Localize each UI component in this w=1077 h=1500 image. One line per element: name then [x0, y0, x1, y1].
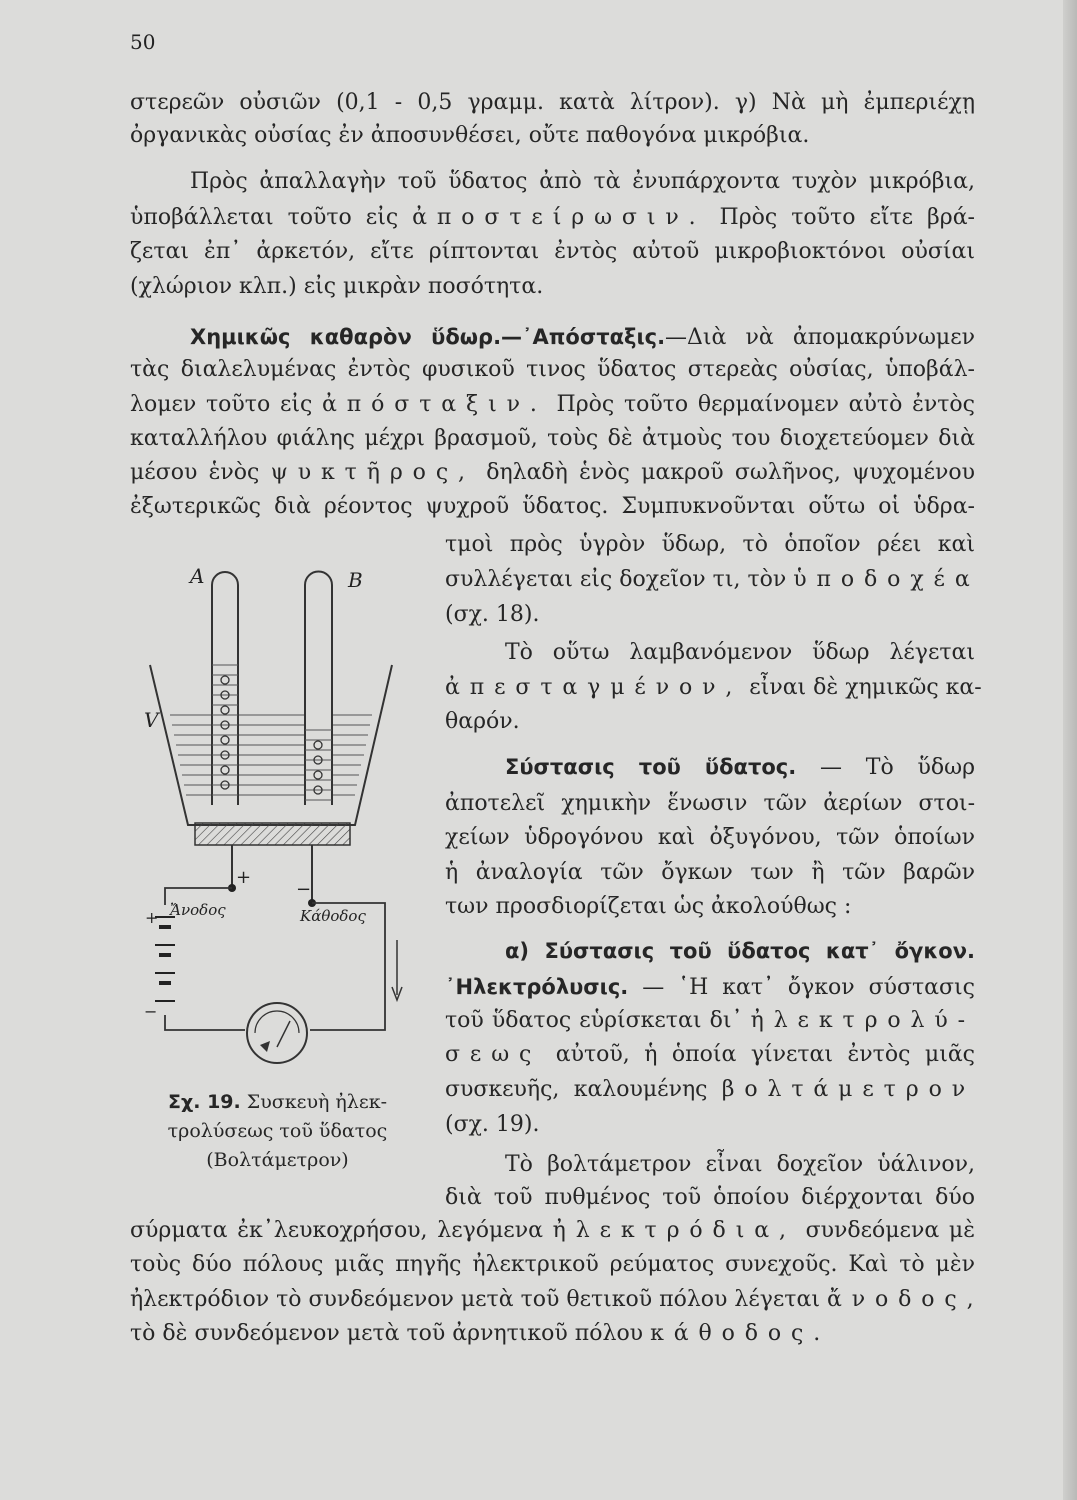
text-span: Πρὸς τοῦτο θερμαίνομεν αὐτὸ ἐντὸς [556, 392, 975, 417]
text-line: θαρόν. [445, 709, 520, 734]
spaced-term: ἠλεκτρόδια, [552, 1218, 796, 1243]
caption-figure-number: Σχ. 19. [168, 1091, 241, 1113]
caption-line: (Βολτάμετρον) [206, 1149, 349, 1171]
text-line [445, 1006, 975, 1036]
text-span: δηλαδὴ ἑνὸς μακροῦ σωλῆνος, ψυχομένου [486, 460, 975, 485]
text-span: σύρματα ἐκ᾽λευκοχρήσου, λεγόμενα [130, 1218, 543, 1243]
text-span: ὑποβάλλεται τοῦτο εἰς [130, 205, 399, 230]
text-span: —Διὰ νὰ ἀπομακρύνωμεν [665, 325, 975, 350]
label-b: B [348, 568, 363, 592]
section-heading: α) Σύστασις τοῦ ὕδατος κατ᾽ ὄγκον. [505, 939, 975, 963]
text-line: τοὺς δύο πόλους μιᾶς πηγῆς ἠλεκτρικοῦ ρεύματος συνεχοῦς. Καὶ τὸ μὲν [130, 1252, 975, 1277]
text-line: χείων ὑδρογόνου καὶ ὀξυγόνου, τῶν ὁποίων [445, 825, 975, 850]
text-span: λομεν τοῦτο εἰς [130, 392, 313, 417]
text-line [445, 565, 980, 595]
text-line [130, 390, 975, 420]
text-line: ἀποτελεῖ χημικὴν ἕνωσιν τῶν ἀερίων στοι- [445, 791, 975, 816]
caption-text: Συσκευὴ ἠλεκ- [246, 1091, 387, 1113]
gas-bubbles-a [221, 676, 229, 789]
text-line [505, 752, 975, 783]
text-line: τὰς διαλελυμένας ἐντὸς φυσικοῦ τινος ὕδατος στερεὰς οὐσίας, ὑποβάλ- [130, 357, 975, 382]
text-line [130, 458, 975, 488]
text-line: Πρὸς ἀπαλλαγὴν τοῦ ὕδατος ἀπὸ τὰ ἐνυπάρχοντα τυχὸν μικρόβια, [190, 169, 975, 194]
text-line: διὰ τοῦ πυθμένος τοῦ ὁποίου διέρχονται δύο [445, 1185, 975, 1210]
text-line [190, 322, 975, 353]
text-line [130, 1285, 984, 1315]
text-span: εἶναι δὲ χημικῶς κα- [749, 675, 982, 700]
text-span: ἠλεκτρόδιον τὸ συνδεόμενον μετὰ τοῦ θετικοῦ πόλου λέγεται [130, 1287, 820, 1312]
minus-sign: − [296, 879, 312, 900]
spaced-term: ἀποστείρωσιν. [412, 205, 706, 230]
text-line: (σχ. 19). [445, 1112, 540, 1137]
text-span: μέσου ἑνὸς [130, 460, 260, 485]
text-line: ζεται ἐπ᾽ ἀρκετόν, εἴτε ρίπτονται ἐντὸς αὐτοῦ μικροβιοκτόνοι οὐσίαι [130, 239, 975, 264]
water-level-lines [170, 715, 372, 795]
spaced-term: ἄνοδος, [826, 1287, 984, 1312]
text-line: καταλλήλου φιάλης μέχρι βρασμοῦ, τοὺς δὲ ἀτμοὺς του διοχετεύομεν διὰ [130, 426, 975, 451]
section-heading: Χημικῶς καθαρὸν ὕδωρ.—᾽Απόσταξις. [190, 325, 666, 349]
text-line: Τὸ βολτάμετρον εἶναι δοχεῖον ὑάλινον, [505, 1152, 975, 1177]
text-line [505, 936, 975, 967]
text-span: Πρὸς τοῦτο εἴτε βρά- [719, 205, 975, 230]
galvanometer [247, 1003, 307, 1063]
text-line: Τὸ οὕτω λαμβανόμενον ὕδωρ λέγεται [505, 640, 975, 665]
caption-line: τρολύσεως τοῦ ὕδατος [167, 1120, 388, 1142]
battery-plus: + [145, 908, 159, 927]
page-number: 50 [130, 30, 156, 54]
spaced-term: σεως [445, 1042, 542, 1067]
text-line: ὀργανικὰς οὐσίας ἐν ἀποσυνθέσει, οὔτε παθογόνα μικρόβια. [130, 123, 810, 148]
text-line: (χλώριον κλπ.) εἰς μικρὰν ποσότητα. [130, 274, 544, 299]
spaced-term: βολτάμετρον [721, 1077, 975, 1102]
text-line: ἐξωτερικῶς διὰ ρέοντος ψυχροῦ ὕδατος. Συμπυκνοῦνται οὕτω οἱ ὑδρα- [130, 494, 975, 519]
label-a: A [190, 564, 205, 588]
page-edge [1063, 0, 1077, 1500]
text-span: συλλέγεται εἰς δοχεῖον τι, τὸν [445, 567, 787, 592]
text-span: τὸ δὲ συνδεόμενον μετὰ τοῦ ἀρνητικοῦ πόλου [130, 1321, 644, 1346]
text-line [445, 1075, 975, 1105]
text-span: αὐτοῦ, ἡ ὁποία γίνεται ἐντὸς μιᾶς [555, 1042, 975, 1067]
text-line [445, 673, 982, 703]
cathode-label: Κάθοδος [300, 907, 366, 925]
text-line: στερεῶν οὐσιῶν (0,1 - 0,5 γραμμ. κατὰ λίτρον). γ) Νὰ μὴ ἐμπεριέχῃ [130, 90, 975, 115]
text-span: τοῦ ὕδατος εὑρίσκεται δι᾽ [445, 1008, 743, 1033]
text-line [130, 203, 975, 233]
tube-a [212, 572, 238, 805]
caption-line [130, 1088, 425, 1117]
spaced-term: ἀπεσταγμένον, [445, 675, 743, 700]
text-line [445, 972, 975, 1003]
text-line: των προσδιορίζεται ὡς ἀκολούθως : [445, 894, 852, 919]
spaced-term: ἀπόσταξιν. [322, 392, 547, 417]
voltameter-figure [140, 555, 420, 1095]
label-v: V [144, 708, 159, 732]
spaced-term: κάθοδος. [650, 1321, 831, 1346]
anode-label: Ἄνοδος [170, 901, 226, 919]
text-span: συσκευῆς, καλουμένης [445, 1077, 708, 1102]
text-span: — ῾Η κατ᾽ ὄγκον σύστασις [642, 975, 975, 1000]
text-line [130, 1319, 975, 1349]
spaced-term: ψυκτῆρος, [270, 460, 475, 485]
text-line [130, 1216, 975, 1246]
text-span: — Τὸ ὕδωρ [820, 755, 976, 780]
section-heading: Σύστασις τοῦ ὕδατος. [505, 755, 797, 779]
text-line: ἡ ἀναλογία τῶν ὄγκων των ἢ τῶν βαρῶν [445, 860, 975, 885]
spaced-term: ἠλεκτρολύ- [750, 1008, 975, 1033]
text-span: συνδεόμενα μὲ [805, 1218, 975, 1243]
section-heading: ᾽Ηλεκτρόλυσις. [445, 975, 629, 999]
text-line: τμοὶ πρὸς ὑγρὸν ὕδωρ, τὸ ὁποῖον ρέει καὶ [445, 532, 975, 557]
text-line: (σχ. 18). [445, 602, 540, 627]
text-line [445, 1040, 975, 1070]
battery-minus: − [144, 1002, 158, 1021]
gas-bubbles-b [314, 741, 322, 794]
vessel-base [195, 823, 350, 845]
spaced-term: ὑποδοχέα [793, 567, 980, 592]
plus-sign: + [236, 867, 252, 888]
figure-caption [130, 1088, 425, 1175]
